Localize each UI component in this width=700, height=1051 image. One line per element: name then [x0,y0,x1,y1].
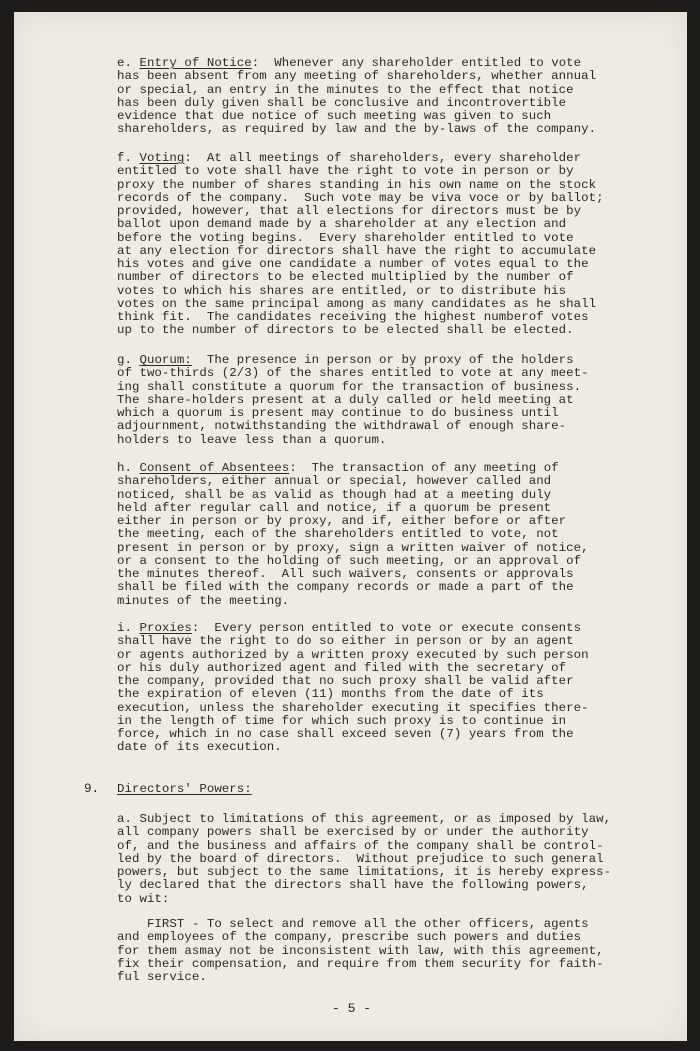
paragraph-quorum [117,354,657,447]
paragraph-line: shall have the right to do so either in person or by an agent [117,634,574,649]
paragraph-voting [117,152,657,338]
paragraph-label: g. [117,353,140,367]
paragraph-line: in the length of time for which such proxy is to continue in [117,713,567,728]
paragraph-line: powers, but subject to the same limitations, it is hereby express- [117,865,612,879]
heading-colon: : [289,461,297,475]
paragraph-line: and employees of the company, prescribe such powers and duties [117,930,582,945]
paragraph-text: The transaction of any meeting of [296,461,559,475]
paragraph-first-power [117,918,657,984]
paragraph-line: ly declared that the directors shall have the following powers, [117,878,589,893]
paragraph-line: shall be filed with the company records or made a part of the [117,580,574,595]
paragraph-line: holders to leave less than a quorum. [117,432,387,447]
paragraph-line: force, which in no case shall exceed seven (7) years from the [117,727,574,741]
heading-colon: : [191,621,200,635]
paragraph-line: at any election for directors shall have the right to accumulate [117,243,597,258]
heading-colon: : [251,56,260,70]
paragraph-line: adjournment, notwithstanding the withdrawal of enough share- [117,419,567,434]
paragraph-line: execution, unless the shareholder executing it specifies there- [117,700,589,715]
section-heading [117,783,657,796]
paragraph-line: has been absent from any meeting of shareholders, whether annual [117,69,597,84]
paragraph-line: all company powers shall be exercised by or under the authority [117,825,589,840]
paragraph-heading: Entry of Notice [139,56,252,70]
paragraph-label: e. [117,56,140,70]
paragraph-consent-of-absentees [117,462,657,608]
paragraph-line: minutes of the meeting. [117,593,290,608]
paragraph-line: entitled to vote shall have the right to vote in person or by [117,164,574,179]
paragraph-line: proxy the number of shares standing in his own name on the stock [117,177,597,192]
paragraph-first-line [117,462,657,475]
paragraph-line: to wit: [117,891,170,906]
paragraph-line: votes on the same principal among as many candidates as he shall [117,296,597,311]
paragraph-line: either in person or by proxy, and if, either before or after [117,514,567,528]
paragraph-line: date of its execution. [117,740,282,755]
paragraph-line: number of directors to be elected multiplied by the number of [117,270,574,285]
paragraph-line: evidence that due notice of such meeting was given to such [117,109,552,123]
paragraph-label: i. [117,621,140,635]
paragraph-line: for them asmay not be inconsistent with law, with this agreement, [117,943,604,958]
paragraph-text: The presence in person or by proxy of the holders [191,353,574,367]
paragraph-line: or his duly authorized agent and filed with the secretary of [117,660,567,675]
heading-colon: : [184,151,192,165]
paragraph-first-line [117,57,657,70]
paragraph-text: Every person entitled to vote or execute consents [199,621,582,635]
paragraph-line: the meeting, each of the shareholders entitled to vote, not [117,527,559,542]
paragraph-heading: Consent of Absentees [139,461,290,475]
paragraph-line: provided, however, that all elections for directors must be by [117,204,582,218]
paragraph-heading: Proxies [139,621,192,635]
paragraph-line: has been duly given shall be conclusive and incontrovertible [117,95,567,110]
paragraph-line: led by the board of directors. Without prejudice to such general [117,851,604,866]
section-title: Directors' Powers: [117,782,252,796]
paragraph-line: his votes and give one candidate a number of votes equal to the [117,257,589,271]
page-number: - 5 - [332,1001,372,1016]
paragraph-heading: Voting [139,151,185,165]
paragraph-line: or a consent to the holding of such meeting, or an approval of [117,553,582,568]
paragraph-proxies [117,622,657,755]
paragraph-line: up to the number of directors to be elected shall be elected. [117,323,574,338]
paragraph-entry-of-notice [117,57,657,137]
paragraph-line: of, and the business and affairs of the company shall be control- [117,838,604,853]
paragraph-first-line [117,622,657,635]
paragraph-line: fix their compensation, and require from them security for faith- [117,956,604,971]
paragraph-line: ing shall constitute a quorum for the transaction of business. [117,379,582,394]
paragraph-line: shareholders, as required by law and the by-laws of the company. [117,122,597,137]
paragraph-line: the expiration of eleven (11) months from the date of its [117,687,544,702]
paragraph-line: or agents authorized by a written proxy executed by such person [117,647,589,662]
paragraph-line: the company, provided that no such proxy shall be valid after [117,674,574,688]
paragraph-heading: Quorum: [139,353,192,367]
paragraph-line: shareholders, either annual or special, however called and [117,474,552,489]
document-page [14,12,687,1041]
paragraph-line: FIRST - To select and remove all the other officers, agents [117,917,589,931]
paragraph-line: noticed, shall be as valid as though had at a meeting duly [117,487,552,502]
paragraph-line: held after regular call and notice, if a quorum be present [117,500,552,515]
paragraph-line: votes to which his shares are entitled, or to distribute his [117,283,567,298]
paragraph-line: think fit. The candidates receiving the highest numberof votes [117,310,589,324]
paragraph-line: The share-holders present at a duly called or held meeting at [117,392,574,407]
paragraph-line: ballot upon demand made by a shareholder at any election and [117,217,567,232]
paragraph-first-line [117,152,657,165]
paragraph-label: h. [117,461,140,475]
paragraph-line: before the voting begins. Every shareholder entitled to vote [117,230,574,245]
paragraph-label: f. [117,151,140,165]
paragraph-line: which a quorum is present may continue to do business until [117,406,559,420]
paragraph-line: ful service. [117,970,207,984]
paragraph-line: present in person or by proxy, sign a written waiver of notice, [117,540,589,555]
paragraph-line: a. Subject to limitations of this agreement, or as imposed by law, [117,812,612,826]
paragraph-first-line [117,354,657,367]
paragraph-line: of two-thirds (2/3) of the shares entitled to vote at any meet- [117,366,589,381]
paragraph-line: the minutes thereof. All such waivers, consents or approvals [117,567,574,581]
paragraph-text: Whenever any shareholder entitled to vote [259,56,582,70]
paragraph-line: records of the company. Such vote may be viva voce or by ballot; [117,190,604,205]
section-number: 9. [84,782,100,796]
paragraph-line: or special, an entry in the minutes to the effect that notice [117,82,574,97]
paragraph-text: At all meetings of shareholders, every shareholder [191,151,582,165]
paragraph-directors-powers-a [117,813,657,906]
